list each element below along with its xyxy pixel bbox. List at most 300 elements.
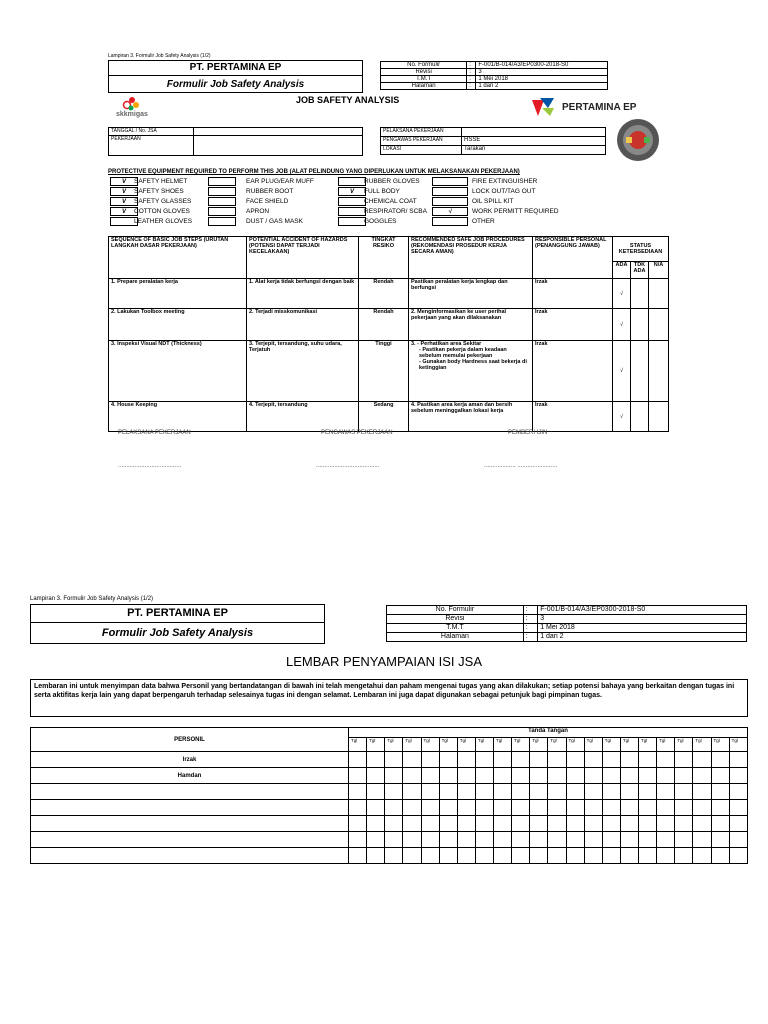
ppe-checkbox (338, 217, 366, 226)
signature-cell[interactable] (711, 816, 729, 832)
signature-cell[interactable] (421, 784, 439, 800)
personnel-row (31, 848, 748, 864)
jsa-hazard: 4. Terjepit, tersandung (247, 402, 359, 432)
header-status: STATUS KETERSEDIAAN (613, 237, 669, 262)
ppe-label: RUBBER BOOT (246, 188, 294, 195)
personnel-row (31, 800, 748, 816)
pertamina-text: PERTAMINA EP (562, 102, 637, 113)
tgl-header: Tgl (475, 738, 493, 752)
jsa-row (109, 341, 669, 402)
signature-cell[interactable] (602, 816, 620, 832)
signature-cell[interactable] (584, 800, 602, 816)
signature-cell[interactable] (530, 800, 548, 816)
signature-cell[interactable] (494, 784, 512, 800)
signature-cell[interactable] (675, 800, 693, 816)
tgl-header: Tgl (494, 738, 512, 752)
ppe-label: DUST / GAS MASK (246, 218, 303, 225)
signature-cell[interactable] (475, 800, 493, 816)
signature-cell[interactable] (530, 752, 548, 768)
ppe-checkbox (208, 207, 236, 216)
tgl-header: Tgl (729, 738, 747, 752)
personnel-name (31, 832, 349, 848)
doc-info-colon: : (523, 633, 537, 642)
signature-cell[interactable] (349, 768, 367, 784)
signature-cell[interactable] (530, 784, 548, 800)
signature-cell[interactable] (385, 816, 403, 832)
signature-cell[interactable] (367, 832, 385, 848)
tgl-header: Tgl (403, 738, 421, 752)
signature-cell[interactable] (349, 832, 367, 848)
signature-cell[interactable] (439, 768, 457, 784)
signature-cell[interactable] (494, 752, 512, 768)
signature-cell[interactable] (367, 800, 385, 816)
signature-cell[interactable] (457, 752, 475, 768)
status-tdk-ada (631, 402, 649, 432)
signature-cell[interactable] (475, 848, 493, 864)
signature-cell[interactable] (602, 768, 620, 784)
signature-cell[interactable] (620, 768, 638, 784)
signature-cell[interactable] (367, 784, 385, 800)
ppe-checkbox (432, 197, 468, 206)
signature-cell[interactable] (530, 848, 548, 864)
header-na: N/A (649, 262, 669, 279)
signature-cell[interactable] (693, 800, 711, 816)
signature-cell[interactable] (403, 768, 421, 784)
tgl-header: Tgl (385, 738, 403, 752)
signature-cell[interactable] (530, 768, 548, 784)
jsa-row (109, 279, 669, 309)
status-na (649, 402, 669, 432)
doc-info-row (387, 615, 747, 624)
signature-cell[interactable] (367, 816, 385, 832)
ppe-checkbox (208, 217, 236, 226)
tanda-tangan-header: Tanda Tangan (349, 728, 748, 738)
doc-info-value: 3 (538, 615, 747, 624)
doc-info-value: 1 dari 2 (476, 83, 608, 90)
signature-cell[interactable] (385, 800, 403, 816)
signature-cell[interactable] (657, 752, 675, 768)
ppe-label: APRON (246, 208, 270, 215)
ppe-checkbox (338, 207, 366, 216)
signature-cell[interactable] (403, 752, 421, 768)
tanggal-label: TANGGAL / No. JSA (109, 128, 194, 136)
signature-cell[interactable] (584, 752, 602, 768)
signature-cell[interactable] (403, 800, 421, 816)
status-tdk-ada (631, 341, 649, 402)
jsa-procedure (409, 341, 533, 402)
doc-info-row (387, 624, 747, 633)
signature-cell[interactable] (566, 752, 584, 768)
tgl-header: Tgl (566, 738, 584, 752)
signature-cell[interactable] (566, 816, 584, 832)
doc-info-row (387, 633, 747, 642)
signature-cell[interactable] (602, 848, 620, 864)
doc-info-colon: : (467, 62, 476, 69)
status-ada-check: √ (613, 279, 631, 309)
signature-cell[interactable] (548, 816, 566, 832)
signature-cell[interactable] (403, 848, 421, 864)
signature-cell[interactable] (385, 768, 403, 784)
doc-info-value: F-001/B-014/A3/EP0300-2018-S0 (538, 606, 747, 615)
personnel-name (31, 784, 349, 800)
signature-cell[interactable] (439, 752, 457, 768)
signature-cell[interactable] (711, 800, 729, 816)
signature-cell[interactable] (349, 848, 367, 864)
ppe-checkbox: V (338, 187, 366, 196)
ppe-checkbox (208, 197, 236, 206)
doc-info-label: No. Formulir (387, 606, 524, 615)
signature-cell[interactable] (421, 768, 439, 784)
signature-cell[interactable] (512, 800, 530, 816)
signature-cell[interactable] (566, 800, 584, 816)
signature-cell[interactable] (602, 800, 620, 816)
signature-cell[interactable] (349, 800, 367, 816)
signature-cell[interactable] (639, 752, 657, 768)
signature-cell[interactable] (512, 832, 530, 848)
status-ada-check: √ (613, 402, 631, 432)
signature-cell[interactable] (421, 848, 439, 864)
doc-info-row (381, 83, 608, 90)
signature-cell[interactable] (457, 768, 475, 784)
signature-cell[interactable] (693, 768, 711, 784)
ppe-title: PROTECTIVE EQUIPMENT REQUIRED TO PERFORM THIS JOB (ALAT PELINDUNG YANG DIPERLUKAN UNTUK MELAKSANAKAN PEKERJAAN) (108, 169, 520, 175)
signature-cell[interactable] (475, 752, 493, 768)
ppe-label: RUBBER GLOVES (364, 178, 420, 185)
status-na (649, 341, 669, 402)
signature-cell[interactable] (385, 752, 403, 768)
sign-pelaksana-label: PELAKSANA PEKERJAAN (118, 430, 191, 436)
ppe-label: SAFETY GLASSES (134, 198, 192, 205)
ppe-label: SAFETY HELMET (134, 178, 188, 185)
signature-cell[interactable] (548, 784, 566, 800)
ppe-label: COTTON GLOVES (134, 208, 190, 215)
jsa-risk: Tinggi (359, 341, 409, 402)
signature-cell[interactable] (711, 752, 729, 768)
ppe-checkbox (208, 187, 236, 196)
signature-cell[interactable] (512, 784, 530, 800)
signature-cell[interactable] (657, 832, 675, 848)
header-responsible: RESPONSIBLE PERSONAL (PENANGGUNG JAWAB) (533, 237, 613, 279)
signature-cell[interactable] (548, 848, 566, 864)
doc-info-value: 1 dari 2 (538, 633, 747, 642)
signature-cell[interactable] (530, 832, 548, 848)
doc-info-label: T.M.T (381, 76, 467, 83)
doc-info-colon: : (523, 615, 537, 624)
signature-cell[interactable] (385, 784, 403, 800)
header-procedures: RECOMMENDED SAFE JOB PROCEDURES (REKOMENDASI PROSEDUR KERJA SECARA AMAN) (409, 237, 533, 279)
signature-cell[interactable] (512, 848, 530, 864)
jsa-step: 2. Lakukan Toolbox meeting (109, 309, 247, 341)
jsa-table (108, 236, 669, 432)
signature-cell[interactable] (620, 832, 638, 848)
jsa-procedure: 2. Menginformasikan ke user perihal pekerjaan yang akan dilaksanakan (409, 309, 533, 341)
company-name: PT. PERTAMINA EP (109, 61, 362, 76)
tgl-header: Tgl (530, 738, 548, 752)
pengawas-label: PENGAWAS PEKERJAAN (381, 137, 462, 146)
signature-cell[interactable] (675, 768, 693, 784)
ppe-label: CHEMICAL COAT (364, 198, 417, 205)
signature-cell[interactable] (367, 848, 385, 864)
signature-cell[interactable] (620, 848, 638, 864)
signature-cell[interactable] (457, 800, 475, 816)
doc-info-value: F-001/B-014/A3/EP0300-2018-S0 (476, 62, 608, 69)
signature-cell[interactable] (385, 848, 403, 864)
doc-info-row (381, 69, 608, 76)
signature-cell[interactable] (639, 816, 657, 832)
header-tdk-ada: TDK ADA (631, 262, 649, 279)
status-ada-check: √ (613, 309, 631, 341)
doc-info-colon: : (467, 69, 476, 76)
signature-cell[interactable] (512, 752, 530, 768)
ppe-checkbox (338, 177, 366, 186)
signature-cell[interactable] (349, 784, 367, 800)
status-na (649, 279, 669, 309)
jsa-procedure: 4. Pastikan area kerja aman dan bersih sebelum meninggalkan lokasi kerja (409, 402, 533, 432)
signature-cell[interactable] (421, 800, 439, 816)
signature-cell[interactable] (475, 832, 493, 848)
sign-pengawas-line: ...................................... (316, 463, 380, 469)
signature-cell[interactable] (584, 848, 602, 864)
signature-cell[interactable] (548, 800, 566, 816)
ppe-checkbox (432, 177, 468, 186)
signature-cell[interactable] (584, 784, 602, 800)
signature-cell[interactable] (475, 816, 493, 832)
right-fields (380, 127, 606, 155)
signature-cell[interactable] (566, 784, 584, 800)
signature-cell[interactable] (584, 816, 602, 832)
signature-cell[interactable] (675, 832, 693, 848)
personnel-row (31, 752, 748, 768)
tanggal-value (194, 128, 363, 136)
signature-cell[interactable] (494, 848, 512, 864)
signature-cell[interactable] (693, 848, 711, 864)
signature-cell[interactable] (494, 768, 512, 784)
signature-cell[interactable] (693, 816, 711, 832)
signature-cell[interactable] (439, 816, 457, 832)
lampiran-label-2: Lampiran 3. Formulir Job Safety Analysis (1/2) (30, 596, 154, 602)
signature-cell[interactable] (439, 784, 457, 800)
procedure-line: - Gunakan body Hardness saat bekerja di ketinggian (419, 359, 527, 371)
ppe-checkbox (208, 177, 236, 186)
signature-cell[interactable] (566, 832, 584, 848)
doc-info-label: Revisi (387, 615, 524, 624)
signature-cell[interactable] (530, 816, 548, 832)
signature-cell[interactable] (457, 832, 475, 848)
jsa-row (109, 309, 669, 341)
ppe-checkbox (432, 217, 468, 226)
signature-cell[interactable] (421, 832, 439, 848)
signature-cell[interactable] (475, 768, 493, 784)
signature-cell[interactable] (729, 768, 747, 784)
signature-cell[interactable] (349, 816, 367, 832)
signature-cell[interactable] (711, 848, 729, 864)
pengawas-value: HSSE (462, 137, 606, 146)
personnel-row (31, 832, 748, 848)
signature-cell[interactable] (693, 784, 711, 800)
tgl-header: Tgl (693, 738, 711, 752)
jsa-hazard: 2. Terjadi misskomunikasi (247, 309, 359, 341)
signature-cell[interactable] (584, 832, 602, 848)
ppe-label: FACE SHIELD (246, 198, 289, 205)
doc-info-value: 1 Mei 2018 (538, 624, 747, 633)
personil-header: PERSONIL (31, 728, 349, 752)
tgl-header: Tgl (711, 738, 729, 752)
sign-pengawas-label: PENGAWAS PEKERJAAN (321, 430, 393, 436)
signature-cell[interactable] (620, 752, 638, 768)
signature-cell[interactable] (729, 752, 747, 768)
signature-cell[interactable] (657, 800, 675, 816)
signature-cell[interactable] (675, 816, 693, 832)
signature-cell[interactable] (657, 768, 675, 784)
signature-cell[interactable] (421, 816, 439, 832)
signature-cell[interactable] (457, 848, 475, 864)
ppe-checkbox: V (110, 207, 138, 216)
status-tdk-ada (631, 279, 649, 309)
signature-cell[interactable] (367, 752, 385, 768)
tgl-header: Tgl (620, 738, 638, 752)
signature-cell[interactable] (349, 752, 367, 768)
signature-cell[interactable] (729, 800, 747, 816)
jsa-row (109, 402, 669, 432)
ppe-checkbox: V (110, 177, 138, 186)
ppe-checkbox (432, 187, 468, 196)
signature-cell[interactable] (548, 832, 566, 848)
ppe-label: RESPIRATOR/ SCBA (364, 208, 427, 215)
ppe-checkbox: V (110, 197, 138, 206)
procedure-line: 3. - Perhatikan area Sekitar (411, 341, 482, 347)
signature-cell[interactable] (584, 768, 602, 784)
doc-info-row (381, 62, 608, 69)
signature-cell[interactable] (566, 768, 584, 784)
tgl-header: Tgl (548, 738, 566, 752)
signature-cell[interactable] (639, 768, 657, 784)
tgl-header: Tgl (657, 738, 675, 752)
signature-cell[interactable] (675, 784, 693, 800)
personnel-row (31, 784, 748, 800)
header-hazards: POTENTIAL ACCIDENT OF HAZARDS (POTENSI DAPAT TERJADI KECELAKAAN) (247, 237, 359, 279)
signature-cell[interactable] (602, 752, 620, 768)
doc-info-table-2 (386, 605, 747, 642)
status-na (649, 309, 669, 341)
signature-cell[interactable] (639, 832, 657, 848)
tgl-header: Tgl (602, 738, 620, 752)
signature-cell[interactable] (494, 832, 512, 848)
signature-cell[interactable] (693, 832, 711, 848)
pekerjaan-value (194, 136, 363, 156)
tgl-header: Tgl (457, 738, 475, 752)
signature-cell[interactable] (711, 768, 729, 784)
signature-cell[interactable] (421, 752, 439, 768)
signature-cell[interactable] (548, 752, 566, 768)
signature-cell[interactable] (367, 768, 385, 784)
skkmigas-logo (114, 95, 154, 123)
personnel-name (31, 816, 349, 832)
left-fields (108, 127, 363, 156)
ppe-checkbox (338, 197, 366, 206)
signature-cell[interactable] (512, 816, 530, 832)
personnel-row (31, 816, 748, 832)
ppe-label: FULL BODY (364, 188, 400, 195)
sign-pemberi-line: ................... ........................ (484, 463, 558, 469)
lokasi-value: Tarakan (462, 146, 606, 155)
signature-cell[interactable] (385, 832, 403, 848)
jsa-step: 1. Prepare peralatan kerja (109, 279, 247, 309)
signature-cell[interactable] (475, 784, 493, 800)
tgl-header: Tgl (421, 738, 439, 752)
signature-cell[interactable] (439, 832, 457, 848)
signature-cell[interactable] (657, 816, 675, 832)
signature-cell[interactable] (711, 832, 729, 848)
jsa-procedure: Pastikan peralatan kerja lengkap dan berfungsi (409, 279, 533, 309)
signature-cell[interactable] (494, 816, 512, 832)
jsa-risk: Rendah (359, 309, 409, 341)
signature-cell[interactable] (729, 848, 747, 864)
doc-info-row (381, 76, 608, 83)
signature-cell[interactable] (639, 784, 657, 800)
personnel-table (30, 727, 748, 864)
signature-cell[interactable] (729, 784, 747, 800)
jsa-risk: Sedang (359, 402, 409, 432)
signature-cell[interactable] (439, 848, 457, 864)
signature-cell[interactable] (657, 784, 675, 800)
signature-cell[interactable] (711, 784, 729, 800)
pekerjaan-label: PEKERJAAN (109, 136, 194, 156)
tgl-header: Tgl (675, 738, 693, 752)
signature-cell[interactable] (457, 784, 475, 800)
statement-box: Lembaran ini untuk menyimpan data bahwa Personil yang bertandatangan di bawah ini telah mengetahui dan paham mengenai tugas yang akan dilakukan; setiap potensi bahaya yang berkaitan dengan tugas ini serta aktifitas kerja lain yang dapat berpengaruh terhadap selesainya tugas ini dengan selamat. Lembaran ini juga dapat digunakan sebagai petunjuk bagi pimpinan tugas. (30, 679, 748, 717)
signature-cell[interactable] (675, 848, 693, 864)
signature-cell[interactable] (639, 848, 657, 864)
skkmigas-text: skkmigas (116, 111, 148, 118)
signature-cell[interactable] (439, 800, 457, 816)
signature-cell[interactable] (602, 832, 620, 848)
signature-cell[interactable] (620, 816, 638, 832)
sign-pemberi-label: PEMBERI IJIN (508, 430, 548, 436)
jsa-responsible: Irzak (533, 341, 613, 402)
signature-cell[interactable] (512, 768, 530, 784)
signature-cell[interactable] (457, 816, 475, 832)
ppe-checkbox: √ (432, 207, 468, 216)
header-ada: ADA (613, 262, 631, 279)
signature-cell[interactable] (729, 816, 747, 832)
tgl-header: Tgl (639, 738, 657, 752)
jsa-hazard: 1. Alat kerja tidak berfungsi dengan baik (247, 279, 359, 309)
signature-cell[interactable] (602, 784, 620, 800)
doc-info-label: Halaman (381, 83, 467, 90)
signature-cell[interactable] (675, 752, 693, 768)
signature-cell[interactable] (566, 848, 584, 864)
ppe-label: OTHER (472, 218, 495, 225)
pertamina-logo (528, 96, 648, 120)
personnel-name (31, 800, 349, 816)
signature-cell[interactable] (403, 784, 421, 800)
ppe-label: LOCK OUT/TAG OUT (472, 188, 536, 195)
signature-cell[interactable] (403, 816, 421, 832)
signature-cell[interactable] (620, 800, 638, 816)
signature-cell[interactable] (620, 784, 638, 800)
signature-cell[interactable] (494, 800, 512, 816)
jsa-risk: Rendah (359, 279, 409, 309)
signature-cell[interactable] (729, 832, 747, 848)
signature-cell[interactable] (657, 848, 675, 864)
ppe-label: SAFETY SHOES (134, 188, 184, 195)
signature-cell[interactable] (548, 768, 566, 784)
signature-cell[interactable] (403, 832, 421, 848)
ppe-checkbox: V (110, 187, 138, 196)
signature-cell[interactable] (639, 800, 657, 816)
signature-cell[interactable] (693, 752, 711, 768)
company-box (108, 60, 363, 93)
